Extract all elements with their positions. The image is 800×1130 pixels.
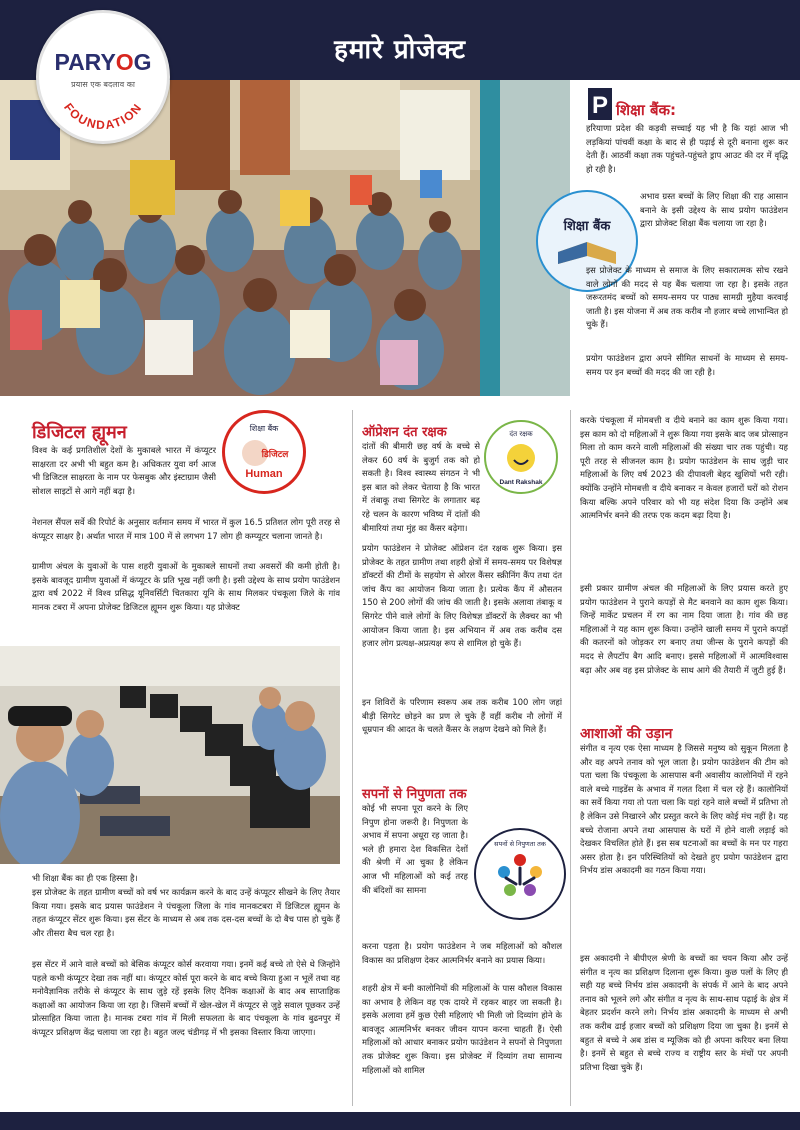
shiksha-bank-badge-text: शिक्षा बैंक <box>563 219 611 234</box>
sapne-lead: कोई भी सपना पूरा करने के लिए निपुण होना जरूरी है। निपुणता के अभाव में सपना अधूरा रह जाता है। भले ही हमारा देश विकसित देशों की श्रेणी में आ चुका है लेकिन आज भी महिलाओं को कई तरह की बंदिशों का सामना <box>362 803 468 895</box>
sapne-badge-text: सपनों से निपुणता तक <box>494 840 546 848</box>
column-divider-1 <box>352 410 353 1106</box>
footer-band <box>0 1112 800 1130</box>
shiksha-bank-para-1: हरियाणा प्रदेश की कड़वी सच्चाई यह भी है कि यहां आज भी लड़कियां पांचवीं कक्षा के बाद से ही पढ़ाई से दूरी बनाना शुरू कर देती हैं। आठवीं कक्षा तक पहुंचते-पहुंचते ड्राप आउट की दर में वृद्धि हो रही है। <box>586 123 788 174</box>
digital-human-cont-1: भी शिक्षा बैंक का ही एक हिस्सा है। <box>32 873 138 883</box>
sapne-title: सपनों से निपुणता तक <box>362 787 467 802</box>
section-letter-box <box>588 88 612 120</box>
logo-arc-text: FOUNDATION <box>61 100 145 133</box>
dant-rakshak-body-2: इन शिविरों के परिणाम स्वरूप अब तक करीब 100 लोग जहां बीड़ी सिगरेट छोड़ने का प्रण ले चुके हैं वहीं करीब नौ लोगों में धूम्रपान की आदत के चलते कैंसर के लक्षण देखने को मिले हैं। <box>362 697 562 735</box>
digital-human-badge-sub: Human <box>245 468 283 480</box>
logo-arc-graphic <box>39 13 167 141</box>
asha-title: आशाओं की उड़ान <box>580 726 673 742</box>
logo-tagline: प्रयास एक बदलाव का <box>71 80 135 89</box>
sapne-continued-2: इसी प्रकार ग्रामीण अंचल की महिलाओं के लिए प्रयास करते हुए प्रयोग फाउंडेशन ने पुराने कपड़ों से मैट बनवाने का काम शुरू किया। जिन्हें मार्केट प्रचलन में रग का नाम दिया जाता है। गांव की छह महिलाओं ने यह काम शुरू किया। उन्होंने खाली समय में पुराने कपड़ों की कतरनों को जोड़कर रग बनाए तथा जीन्स के पुराने कपड़ों की मदद से लैपटॉप बैग आदि बनाए। इससे महिलाओं में आत्मविश्वास बढ़ा और अब वह इस प्रोजेक्ट के साथ आगे की तैयारी में जुटी हुई हैं। <box>580 583 788 675</box>
page-title: हमारे प्रोजेक्ट <box>334 35 466 65</box>
shiksha-bank-para-4: प्रयोग फाउंडेशन द्वारा अपने सीमित साधनों के माध्यम से समय-समय पर इन बच्चों की मदद की जा रही है। <box>586 353 788 377</box>
sapne-badge <box>474 828 566 920</box>
digital-human-badge <box>222 410 306 494</box>
dant-rakshak-badge-label: Dant Rakshak <box>499 479 543 486</box>
logo <box>36 10 170 144</box>
digital-human-cont-3: इस सेंटर में आने वाले बच्चों को बेसिक कंप्यूटर कोर्स करवाया गया। इनमें कई बच्चे तो ऐसे थे जिन्होंने पहले कभी कंप्यूटर देखा तक नहीं था। कंप्यूटर कोर्स पूरा करने के बाद बच्चे किया हुआ न भूलें तथा वह मनोवैज्ञानिक तरीके से कंप्यूटर के साथ जुड़े रहें इसके लिए दैनिक कक्षाओं के बाद अब साप्ताहिक कक्षाओं का आयोजन किया जा रहा है। जिसमें बच्चों में खेल-खेल में कंप्यूटर से जुड़े सवाल पूछकर उन्हें प्रोत्साहित किया जाता है। मानक टबरा गांव में मिली सफलता के बाद पंचकूला के गांव बुढनपुर में कंप्यूटर प्रशिक्षण केंद्र चलाया जा रहा है। बहुत जल्द चंडीगढ़ में भी इसका विस्तार किया जाएगा। <box>32 959 340 1037</box>
section-letter: P <box>591 92 609 119</box>
shiksha-bank-title: शिक्षा बैंक: <box>616 101 677 119</box>
photo-computer-lab <box>0 646 340 864</box>
sapne-continued-1: करके पंचकूला में मोमबत्ती व दीये बनाने का काम शुरू किया गया। इस काम को दो महिलाओं ने शुरू किया गया इसके बाद जब प्रोत्साहन मिला तो काम करने वाली महिलाओं की संख्या चार तक पहुंची। यह पूरी तरह से सीजनल काम है। प्रयोग फाउंडेशन के साथ जुड़ी चार महिलाओं के लिए वर्ष 2023 की दीपावली बेहद खुशियों भरी रही। क्योंकि उन्होंने मोमबत्ती व दीये बनाकर न केवल हजारों घरों को रोशन किया बल्कि अपने परिवार को भी यह संदेश दिया कि उन्होंने अब आत्मनिर्भर बनने की तरफ एक कदम बढ़ा दिया है। <box>580 415 788 521</box>
shiksha-bank-para-2: अभाव ग्रस्त बच्चों के लिए शिक्षा की राह आसान बनाने के इसी उद्देश्य के साथ प्रयोग फाउंडेशन द्वारा प्रोजेक्ट शिक्षा बैंक चलाया जा रहा है। <box>640 191 788 229</box>
digital-human-badge-main: डिजिटल <box>261 450 289 460</box>
dant-rakshak-lead: दांतों की बीमारी छह वर्ष के बच्चे से लेकर 60 वर्ष के बुजुर्ग तक को हो सकती है। विश्व स्वास्थ्य संगठन ने भी इस बात को लेकर चेताया है कि भारत में तंबाकू तथा सिगरेट के लगातार बढ़ रहे चलन के कारण भविष्य में दांतों की बीमारियां तथा मुंह का कैंसर बढ़ेगा। <box>362 441 480 533</box>
digital-human-title: डिजिटल ह्यूमन <box>32 422 127 443</box>
digital-human-badge-top: शिक्षा बैंक <box>249 424 279 433</box>
digital-human-para-2: नेशनल सैंपल सर्वे की रिपोर्ट के अनुसार वर्तमान समय में भारत में कुल 16.5 प्रतिशत लोग पूरी तरह से कंप्यूटर साक्षर है। अर्थात भारत में मात्र 100 में से लगभग 17 लोग ही कम्प्यूटर चलाना जानते है। <box>32 517 340 541</box>
dant-rakshak-badge-top: दंत रक्षक <box>509 430 533 438</box>
svg-text:FOUNDATION <box>61 100 145 132</box>
digital-human-para-3: ग्रामीण अंचल के युवाओं के पास शहरी युवाओं के मुकाबले साधनों तथा अवसरों की कमी होती है। इसके बावजूद ग्रामीण युवाओं में कंप्यूटर के प्रति भूख नहीं जगी है। इसी उद्देश्य के साथ प्रयोग फाउंडेशन द्वारा वर्ष 2022 में विश्व प्रसिद्ध यूनिवर्सिटी चितकारा यूनि के साथ मिलकर पंचकूला जिले के गांव मानक टबरा में अपना प्रोजेक्ट डिजिटल ह्यूमन शुरू किया। यह प्रोजेक्ट <box>32 561 340 612</box>
dant-rakshak-badge <box>484 420 558 494</box>
sapne-body-1: करना पड़ता है। प्रयोग फाउंडेशन ने जब महिलाओं को कौशल विकास का प्रशिक्षण देकर आत्मनिर्भर बनाने का प्रयास किया। <box>362 941 562 965</box>
digital-human-cont-2: इस प्रोजेक्ट के तहत ग्रामीण बच्चों को वर्ष भर कार्यक्रम करने के बाद उन्हें कंप्यूटर सीखने के लिए तैयार किया गया। इसके बाद प्रयास फाउंडेशन ने पंचकूला जिला के गांव मानकटबरा में डिजिटल ह्यूमन के तहत कंप्यूटर सेंटर शुरू किया। इस सेंटर के माध्यम से अब तक दस-दस बच्चों के दो बैच पास हो चुके हैं और तीसरा बैच चल रहा है। <box>32 887 340 938</box>
shiksha-bank-para-3: इस प्रोजेक्ट के माध्यम से समाज के लिए सकारात्मक सोच रखने वाले लोगों की मदद से यह बैंक चलाया जा रहा है। इसके तहत जरूरतमंद बच्चों को समय-समय पर पाठ्य सामग्री मुहैया करवाई जाती है। इस योजना में अब तक करीब नौ हजार बच्चे लाभान्वित हो चुके हैं। <box>586 265 788 330</box>
logo-name: PARYOG <box>54 49 152 75</box>
sapne-body-2: शहरी क्षेत्र में बनी कालोनियों की महिलाओं के पास कौशल विकास का अभाव है लेकिन वह एक दायरे में रहकर बाहर जा सकती है। इसके अलावा हमें कुछ ऐसी महिलाएं भी मिली जो दिव्यांग होने के बावजूद आत्मनिर्भर बनकर जीवन यापन करना चाहती हैं। ऐसी महिलाओं को आधार बनाकर प्रयोग फाउंडेशन ने सपनों से निपुणता तक प्रोजेक्ट शुरू किया। इस प्रोजेक्ट में दिव्यांग तथा सामान्य महिलाओं को शामिल <box>362 983 562 1075</box>
dant-rakshak-title: ऑप्रेशन दंत रक्षक <box>362 425 447 440</box>
asha-para-2: इस अकादमी ने बीपीएल श्रेणी के बच्चों का चयन किया और उन्हें संगीत व नृत्य का प्रशिक्षण दिलाना शुरू किया। कुछ पलों के लिए ही सही यह बच्चे निर्भय डांस अकादमी के संपर्क में आने के बाद अपने तनाव को भूलने लगे और संगीत व नृत्य के साथ-साथ पढ़ाई के क्षेत्र में बेहतर प्रदर्शन करने लगे। निर्भय डांस अकादमी के माध्यम से अभी तक करीब ढाई हजार बच्चों को प्रशिक्षण दिया जा चुका है। इनमें से बहुत से बच्चे ने अब डांस व म्यूजिक को ही अपना करियर बना लिया है। इनमें से बहुत से बच्चे राज्य व राष्ट्रीय स्तर के मंचों पर अपनी प्रतिभा दिखा चुके हैं। <box>580 953 788 1072</box>
column-divider-2 <box>570 410 571 1106</box>
digital-human-intro: विश्व के कई प्रगतिशील देशों के मुकाबले भारत में कंप्यूटर साक्षरता दर अभी भी बहुत कम है। अधिकतर युवा वर्ग आज भी डिजिटल साक्षरता के नाम पर फेसबुक और इंस्टाग्राम जैसी सोशल साइटों से आगे नहीं बढ़ा है। <box>32 445 216 496</box>
dant-rakshak-body-1: प्रयोग फाउंडेशन ने प्रोजेक्ट ऑप्रेशन दंत रक्षक शुरू किया। इस प्रोजेक्ट के तहत ग्रामीण तथा शहरी क्षेत्रों में समय-समय पर विशेषज्ञ डॉक्टरों की टीमों के सहयोग से ओरल कैंसर स्क्रीनिंग कैंप तथा दंत जांच कैंप का आयोजन किया जाता है। प्रत्येक कैंप में औसतन 150 से 200 लोगों की जांच की जाती है। इसके अलावा तंबाकू व सिगरेट पीने वाले लोगों के लिए विशेषज्ञ डॉक्टरों के लैक्चर का भी आयोजन किया जाता है। इस अभियान में अब तक करीब दस हजार लोग प्रत्यक्ष-अप्रत्यक्ष रूप से शामिल हो चुके हैं। <box>362 543 562 649</box>
asha-para-1: संगीत व नृत्य एक ऐसा माध्यम है जिससे मनुष्य को सुकून मिलता है और वह अपने तनाव को भूल जाता है। प्रयोग फाउंडेशन की टीम को पता चला कि पंचकूला के आसपास बनी अवासीय कालोनियों में रहने वाले बच्चे गाइडेंस के अभाव में गलत दिशा में चल रहे हैं। कालोनियों का सर्वे किया गया तो पता चला कि यहां रहने वाले बच्चों में प्रतिभा तो है लेकिन उसे निखारने और प्रस्तुत करने के लिए कोई मंच नहीं है। यह बच्चे रोजाना अपने तथा आसपास के घरों में होने वाली लड़ाई को देखकर विचलित होते हैं। इस सब घटनाओं का बच्चों के मन पर गहरा असर होता है। इन परिस्थितियों को देखते हुए प्रयोग फाउंडेशन द्वारा निर्भय डांस अकादमी का गठन किया गया। <box>580 743 788 876</box>
